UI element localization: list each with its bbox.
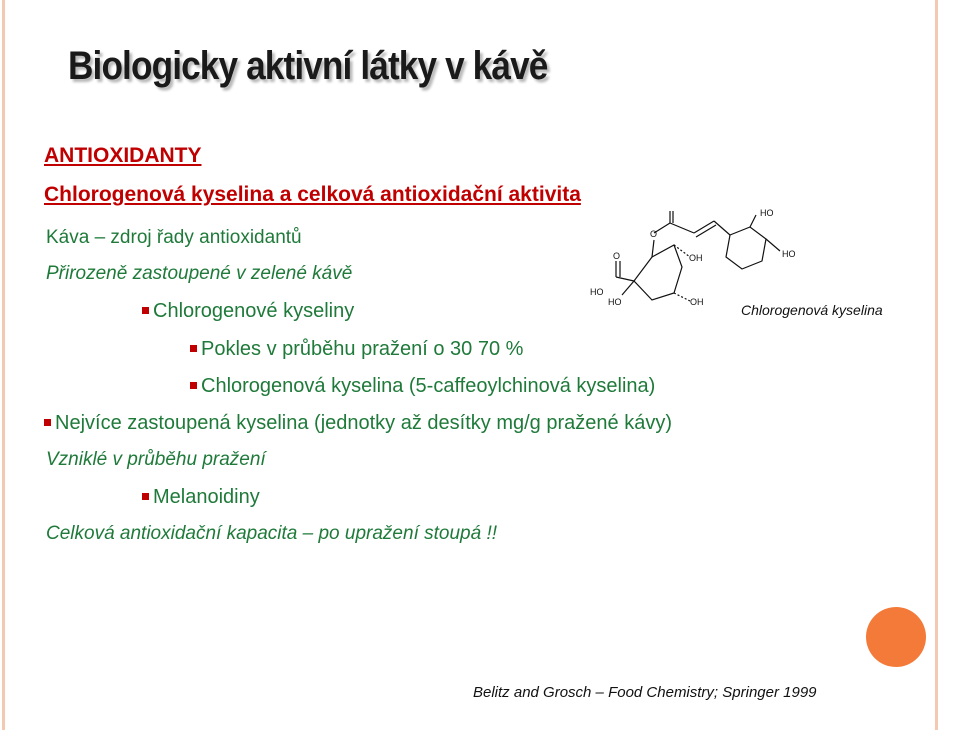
right-rail-decoration — [935, 0, 938, 730]
quinic-ring — [634, 245, 682, 300]
antioxidanty-heading: ANTIOXIDANTY — [44, 144, 202, 167]
chlorogenic-acid-structure — [582, 195, 822, 315]
aromatic-ring — [726, 227, 766, 269]
atom-label-ho-bottom: HO — [608, 297, 622, 307]
left-rail-decoration — [2, 0, 5, 730]
bullet-square-icon — [190, 345, 197, 352]
melanoidiny-label: Melanoidiny — [153, 486, 260, 508]
atom-label-o-carbonyl: O — [613, 251, 621, 261]
bullet-square-icon — [142, 307, 149, 314]
prirozene-line: Přirozeně zastoupené v zelené kávě — [46, 263, 353, 284]
atom-label-o-ester: O — [650, 229, 658, 239]
chlorogenova-5cq-item — [190, 374, 655, 398]
chlorogenova-5cq-label: Chlorogenová kyselina (5-caffeoylchinová kyselina) — [201, 375, 656, 397]
bullet-square-icon — [190, 382, 197, 389]
bullet-square-icon — [142, 493, 149, 500]
bullet-square-icon — [44, 419, 51, 426]
atom-label-oh-bottom: OH — [690, 297, 704, 307]
nejvice-item — [44, 411, 672, 435]
citation: Belitz and Grosch – Food Chemistry; Springer 1999 — [473, 684, 817, 701]
atom-label-ho-top: HO — [760, 208, 774, 218]
nejvice-label: Nejvíce zastoupená kyselina (jednotky až desítky mg/g pražené kávy) — [55, 412, 672, 434]
atom-label-oh-ring: OH — [689, 253, 703, 263]
chlorogenove-kyseliny-label: Chlorogenové kyseliny — [153, 300, 355, 322]
atom-label-ho-left: HO — [590, 287, 604, 297]
chlorogenove-kyseliny-item — [142, 299, 354, 323]
pokles-item — [190, 337, 523, 361]
pokles-label: Pokles v průběhu pražení o 30 70 % — [201, 338, 524, 360]
atom-label-ho-right: HO — [782, 249, 796, 259]
molecule-caption: Chlorogenová kyselina — [741, 302, 883, 318]
celkova-line: Celková antioxidační kapacita – po upražení stoupá !! — [46, 523, 498, 544]
orange-circle-decoration — [866, 607, 926, 667]
melanoidiny-item — [142, 485, 260, 509]
kava-zdroj-line: Káva – zdroj řady antioxidantů — [46, 227, 302, 248]
slide-title: Biologicky aktivní látky v kávě — [68, 44, 548, 88]
chlorogenova-heading: Chlorogenová kyselina a celková antioxidační aktivita — [44, 183, 581, 206]
vznikle-line: Vzniklé v průběhu pražení — [46, 449, 266, 470]
